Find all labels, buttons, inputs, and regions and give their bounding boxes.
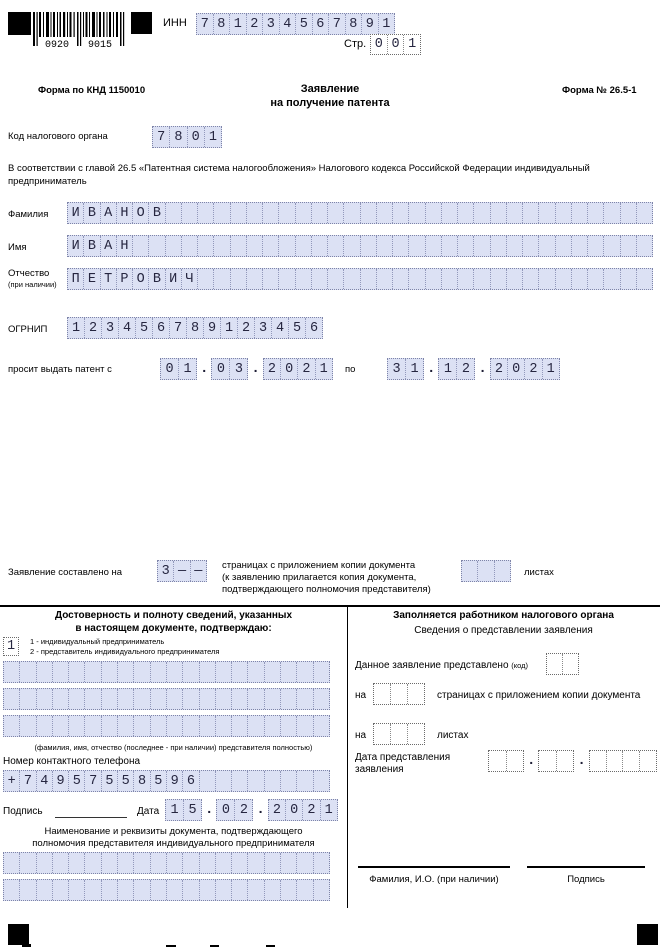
- composed-sheets-field[interactable]: [461, 560, 511, 582]
- patent-from-month-field[interactable]: 0 3: [211, 358, 248, 380]
- on-pages-text: страницах с приложением копии документа: [437, 690, 641, 701]
- composed-label: Заявление составлено на: [8, 567, 123, 578]
- on-pages-label: на: [355, 690, 367, 701]
- date-label: Дата: [137, 806, 160, 817]
- ogrnip-label: ОГРНИП: [8, 324, 48, 335]
- knd-code-label: Форма по КНД 1150010: [38, 85, 146, 96]
- date-separator: .: [478, 361, 487, 377]
- patronymic-label: Отчество (при наличии): [8, 268, 57, 289]
- submission-date-day-field[interactable]: [488, 750, 524, 772]
- form-title-line2: на получение патента: [270, 96, 390, 109]
- patent-to-date: [387, 358, 560, 380]
- representative-fio-row-1[interactable]: [3, 661, 330, 683]
- signature-label: Подпись: [3, 806, 43, 817]
- left-section-title: Достоверность и полноту сведений, указанных в настоящем документе, подтверждаю:: [54, 610, 293, 634]
- signature-date-month-field[interactable]: 0 2: [216, 799, 253, 821]
- signature-date-day-field[interactable]: 1 5: [165, 799, 202, 821]
- page-number-field[interactable]: 0 0 1: [370, 34, 421, 55]
- form-number-label: Форма № 26.5-1: [562, 85, 637, 96]
- date-separator: .: [251, 361, 260, 377]
- official-fio-line-label: Фамилия, И.О. (при наличии): [369, 874, 499, 885]
- representative-fio-row-3[interactable]: [3, 715, 330, 737]
- signer-type-options: [30, 637, 220, 657]
- barcode-digits-left: 0920: [44, 40, 70, 50]
- representative-fio-row-2[interactable]: [3, 688, 330, 710]
- submission-date-year-field[interactable]: [589, 750, 657, 772]
- ogrnip-field[interactable]: 1 2 3 4 5 6 7 8 9 1 2 3 4 5 6: [67, 317, 323, 339]
- signer-type-option-1: 1 - индивидуальный предприниматель: [30, 637, 165, 646]
- phone-label: Номер контактного телефона: [3, 756, 141, 767]
- phone-field[interactable]: + 7 4 9 5 7 5 5 8 5 9 6: [3, 770, 330, 792]
- composed-sheets-label: листах: [524, 567, 554, 578]
- signature-date: [165, 799, 338, 821]
- right-section-title: Заполняется работником налогового органа: [393, 610, 614, 621]
- submission-date: [488, 750, 657, 772]
- registration-mark-bottom-left: [8, 924, 29, 945]
- date-separator: .: [427, 361, 436, 377]
- intro-text: В соответствии с главой 26.5 «Патентная система налогообложения» Налогового кодекса Российской Федерации индивидуальный предприниматель: [8, 163, 590, 187]
- patent-to-year-field[interactable]: 2 0 2 1: [490, 358, 560, 380]
- bottom-section-divider-top: [0, 605, 660, 607]
- presented-label: Данное заявление представлено (код): [355, 660, 529, 671]
- signature-date-year-field[interactable]: 2 0 2 1: [268, 799, 338, 821]
- document-caption: Наименование и реквизиты документа, подтверждающего полномочия представителя индивидуального предпринимателя: [32, 826, 315, 849]
- official-fio-line[interactable]: [358, 866, 510, 868]
- inn-label: ИНН: [163, 17, 187, 29]
- patronymic-note: (при наличии): [8, 280, 57, 289]
- surname-label: Фамилия: [8, 209, 49, 220]
- signer-type-field[interactable]: 1: [3, 637, 19, 656]
- inn-field[interactable]: 7 8 1 2 3 4 5 6 7 8 9 1: [196, 13, 395, 35]
- registration-mark-top-second: [131, 12, 152, 34]
- patent-to-day-field[interactable]: 3 1: [387, 358, 424, 380]
- on-sheets-field[interactable]: [373, 723, 425, 745]
- composed-pages-text: страницах с приложением копии документа (к заявлению прилагается копия документа, подтверждающего полномочия представителя): [222, 560, 431, 595]
- bottom-section-divider-vertical: [347, 605, 348, 908]
- official-signature-line[interactable]: [527, 866, 645, 868]
- patent-from-year-field[interactable]: 2 0 2 1: [263, 358, 333, 380]
- presented-code-field[interactable]: [546, 653, 579, 675]
- name-field[interactable]: И В А Н: [67, 235, 653, 257]
- signer-type-option-2: 2 - представитель индивидуального предпринимателя: [30, 647, 220, 656]
- patronymic-field[interactable]: П Е Т Р О В И Ч: [67, 268, 653, 290]
- submission-date-month-field[interactable]: [538, 750, 574, 772]
- page-number-label: Стр.: [344, 38, 367, 50]
- tax-authority-label: Код налогового органа: [8, 131, 108, 142]
- composed-pages-field[interactable]: 3 — —: [157, 560, 207, 582]
- on-sheets-text: листах: [437, 730, 469, 741]
- barcode: [33, 12, 125, 50]
- form-title: [180, 83, 480, 110]
- patent-from-date: [160, 358, 333, 380]
- date-separator: .: [527, 753, 536, 769]
- presented-code-note: (код): [511, 661, 529, 670]
- surname-field[interactable]: И В А Н О В: [67, 202, 653, 224]
- on-pages-field[interactable]: [373, 683, 425, 705]
- patent-to-month-field[interactable]: 1 2: [438, 358, 475, 380]
- tax-authority-field[interactable]: 7 8 0 1: [152, 126, 222, 148]
- signature-line[interactable]: [55, 805, 127, 818]
- date-separator: .: [577, 753, 586, 769]
- on-sheets-label: на: [355, 730, 367, 741]
- document-row-2[interactable]: [3, 879, 330, 901]
- name-label: Имя: [8, 242, 27, 253]
- registration-mark-bottom-right: [637, 924, 658, 945]
- submission-date-label: Дата представления заявления: [355, 752, 451, 775]
- date-separator: .: [256, 802, 265, 818]
- patent-from-day-field[interactable]: 0 1: [160, 358, 197, 380]
- representative-fio-caption: (фамилия, имя, отчество (последнее - при наличии) представителя полностью): [34, 743, 313, 752]
- patent-to-label: по: [345, 364, 356, 375]
- patent-period-label: просит выдать патент с: [8, 364, 112, 375]
- date-separator: .: [205, 802, 214, 818]
- document-row-1[interactable]: [3, 852, 330, 874]
- form-title-line1: Заявление: [300, 83, 360, 95]
- barcode-digits-right: 9015: [87, 40, 113, 50]
- date-separator: .: [200, 361, 209, 377]
- right-section-subtitle: Сведения о представлении заявления: [414, 625, 593, 636]
- registration-mark-top-left: [8, 12, 31, 35]
- official-signature-line-label: Подпись: [567, 874, 605, 885]
